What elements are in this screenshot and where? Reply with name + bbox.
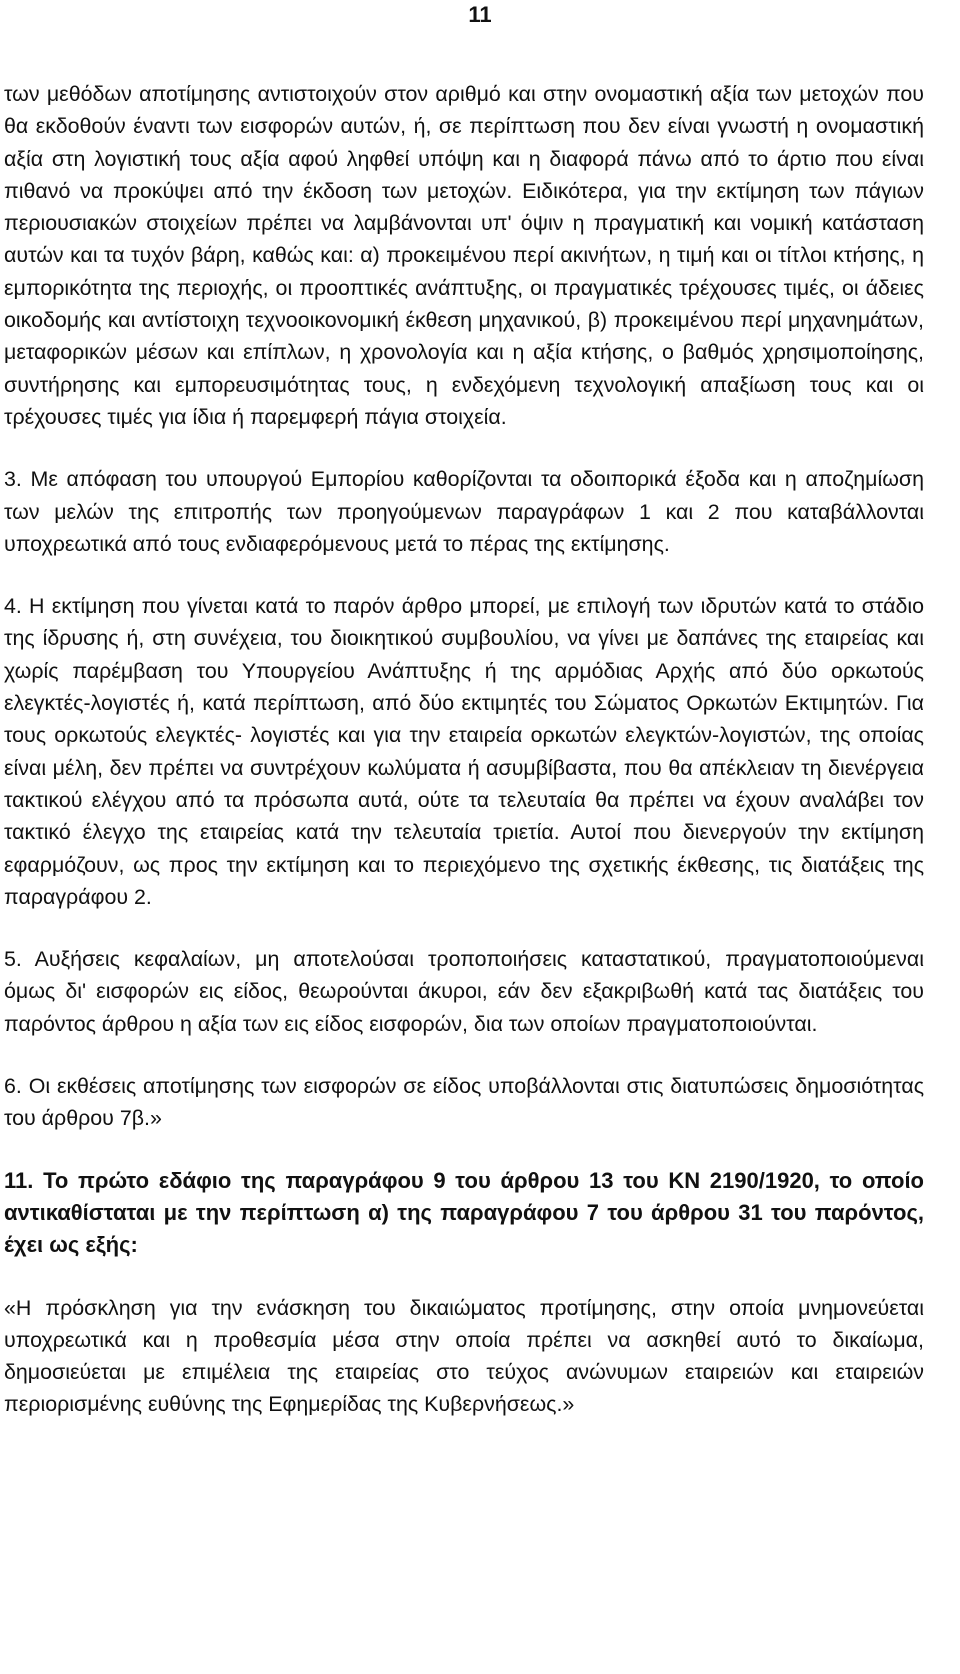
paragraph-5: 5. Αυξήσεις κεφαλαίων, μη αποτελούσαι τροποποιήσεις καταστατικού, πραγματοποιούμεναι όμως δι' εισφορών εις είδος, θεωρούνται άκυροι, εάν δεν εξακριβωθή κατά τας διατάξεις του παρόντος άρθρου η αξία των εις είδος εισφορών, δια των οποίων πραγματοποιούνται. <box>4 947 924 1036</box>
quoted-paragraph: «Η πρόσκληση για την ενάσκηση του δικαιώματος προτίμησης, στην οποία μνημονεύεται υποχρεωτικά και η προθεσμία μέσα στην οποία πρέπει να ασκηθεί αυτό το δικαίωμα, δημοσιεύεται με επιμέλεια της εταιρείας στο τεύχος ανώνυμων εταιρειών και εταιρειών περιορισμένης ευθύνης της Εφημερίδας της Κυβερνήσεως.» <box>4 1295 924 1417</box>
page-body <box>4 78 924 1421</box>
section-11-heading: 11. Το πρώτο εδάφιο της παραγράφου 9 του άρθρου 13 του ΚΝ 2190/1920, το οποίο αντικαθίσταται με την περίπτωση α) της παραγράφου 7 του άρθρου 31 του παρόντος, έχει ως εξής: <box>4 1167 924 1258</box>
paragraph-4: 4. Η εκτίμηση που γίνεται κατά το παρόν άρθρο μπορεί, με επιλογή των ιδρυτών κατά το στάδιο της ίδρυσης ή, στη συνέχεια, του διοικητικού συμβουλίου, να γίνει με δαπάνες της εταιρείας και χωρίς παρέμβαση του Υπουργείου Ανάπτυξης ή της αρμόδιας Αρχής από δύο ορκωτούς ελεγκτές-λογιστές ή, κατά περίπτωση, από δύο εκτιμητές του Σώματος Ορκωτών Εκτιμητών. Για τους ορκωτούς ελεγκτές- λογιστές και για την εταιρεία ορκωτών ελεγκτών-λογιστών, της οποίας είναι μέλη, δεν πρέπει να συντρέχουν κωλύματα ή ασυμβίβαστα, που θα απέκλειαν τη διενέργεια τακτικού ελέγχου από τα πρόσωπα αυτά, ούτε τα τελευταία θα πρέπει να έχουν αναλάβει τον τακτικό έλεγχο της εταιρείας κατά την τελευταία τριετία. Αυτοί που διενεργούν την εκτίμηση εφαρμόζουν, ως προς την εκτίμηση και το περιεχόμενο της σχετικής έκθεσης, τις διατάξεις της παραγράφου 2. <box>4 594 924 909</box>
page-number: 11 <box>468 2 492 27</box>
paragraph-3: 3. Με απόφαση του υπουργού Εμπορίου καθορίζονται τα οδοιπορικά έξοδα και η αποζημίωση των μελών της επιτροπής των προηγούμενων παραγράφων 1 και 2 που καταβάλλονται υποχρεωτικά από τους ενδιαφερόμενους μετά το πέρας της εκτίμησης. <box>4 467 924 556</box>
paragraph-6: 6. Οι εκθέσεις αποτίμησης των εισφορών σε είδος υποβάλλονται στις διατυπώσεις δημοσιότητας του άρθρου 7β.» <box>4 1074 924 1131</box>
paragraph-valuation-methods: των μεθόδων αποτίμησης αντιστοιχούν στον αριθμό και στην ονομαστική αξία των μετοχών που θα εκδοθούν έναντι των εισφορών αυτών, ή, σε περίπτωση που δεν είναι γνωστή η ονομαστική αξία στη λογιστική τους αξία αφού ληφθεί υπόψη και η διαφορά πάνω από το άρτιο που είναι πιθανό να προκύψει από την έκδοση των μετοχών. Ειδικότερα, για την εκτίμηση των πάγιων περιουσιακών στοιχείων πρέπει να λαμβάνονται υπ' όψιν η πραγματική και νομική κατάσταση αυτών και τα τυχόν βάρη, καθώς και: α) προκειμένου περί ακινήτων, η τιμή και οι τίτλοι κτήσης, η εμπορικότητα της περιοχής, οι προοπτικές ανάπτυξης, οι πραγματικές τρέχουσες τιμές, οι άδειες οικοδομής και αντίστοιχη τεχνοοικονομική έκθεση μηχανικού, β) προκειμένου περί μηχανημάτων, μεταφορικών μέσων και επίπλων, η χρονολογία και η αξία κτήσης, ο βαθμός χρησιμοποίησης, συντήρησης και εμπορευσιμότητας τους, η ενδεχόμενη τεχνολογική απαξίωση τους και οι τρέχουσες τιμές για ίδια ή παρεμφερή πάγια στοιχεία. <box>4 82 924 429</box>
